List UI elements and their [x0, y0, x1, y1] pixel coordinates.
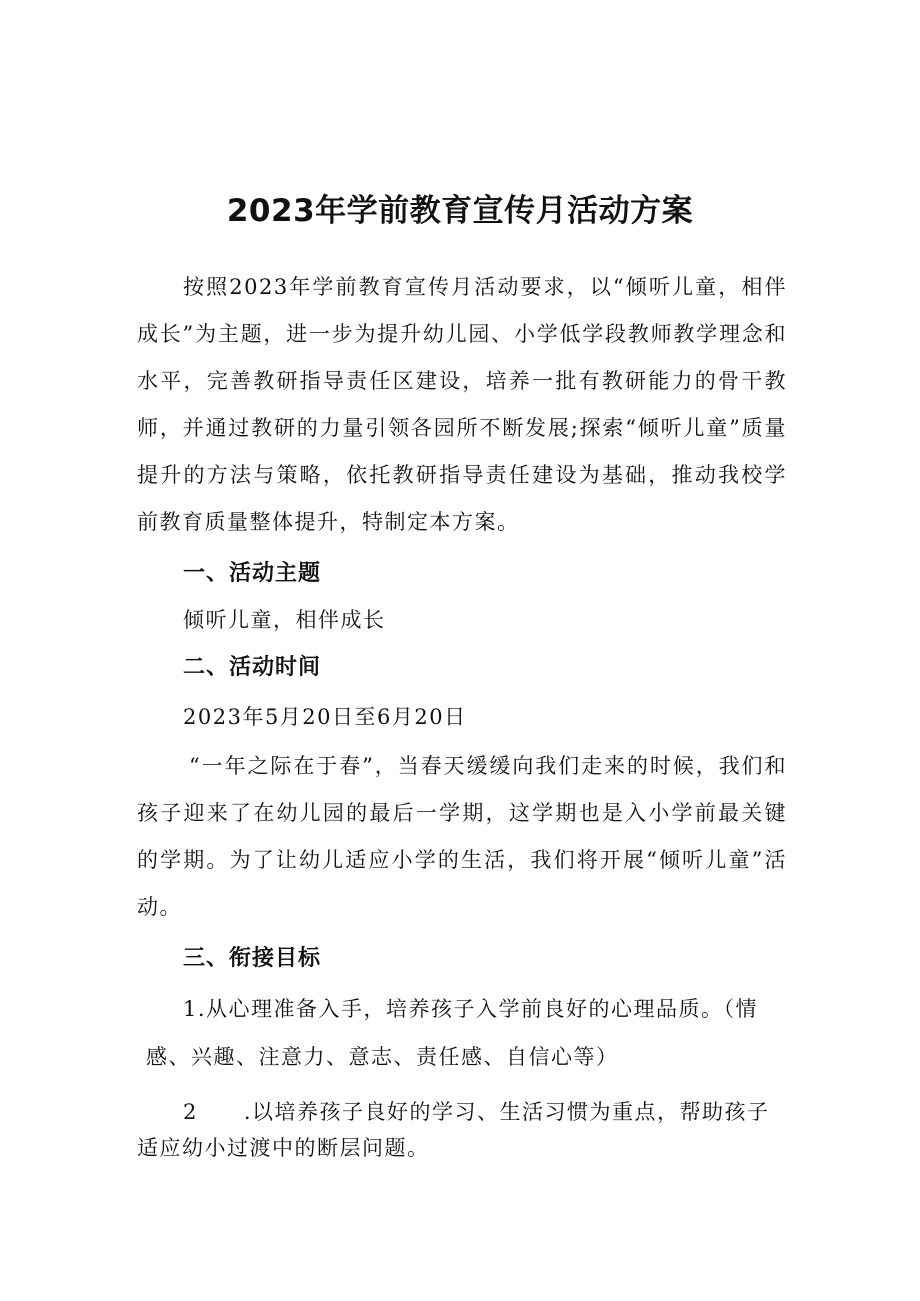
section-heading-theme: 一、活动主题 [183, 561, 322, 586]
section-heading-time: 二、活动时间 [183, 655, 322, 680]
time-text: 2023年5月20日至6月20日 [183, 705, 467, 729]
section-heading-goals: 三、衔接目标 [183, 946, 322, 971]
intro-paragraph: 按照2023年学前教育宣传月活动要求，以“倾听儿童，相伴成长”为主题，进一步为提升幼儿园、小学低学段教师教学理念和水平，完善教研指导责任区建设，培养一批有教研能力的骨干教师，并通过教研的力量引领各园所不断发展;探索“倾听儿童”质量提升的方法与策略，依托教研指导责任建设为基础，推动我校学前教育质量整体提升，特制定本方案。 [137, 275, 787, 534]
goal-item-1-line-1: 1.从心理准备入手，培养孩子入学前良好的心理品质。（情 [183, 997, 759, 1021]
spring-paragraph: “一年之际在于春”，当春天缓缓向我们走来的时候，我们和孩子迎来了在幼儿园的最后一学期，这学期也是入小学前最关键的学期。为了让幼儿适应小学的生活，我们将开展“倾听儿童”活动。 [137, 754, 787, 919]
goal-item-2-text: .以培养孩子良好的学习、生活习惯为重点，帮助孩子 [243, 1100, 770, 1124]
goal-item-2-line-2: 适应幼小过渡中的断层问题。 [137, 1136, 430, 1160]
goal-item-2-line-1 [183, 1094, 770, 1130]
page-title: 2023年学前教育宣传月活动方案 [226, 192, 694, 229]
goal-item-1-line-2: 感、兴趣、注意力、意志、责任感、自信心等） [146, 1045, 619, 1069]
goal-item-2-number: 2 [183, 1100, 198, 1124]
theme-text: 倾听儿童，相伴成长 [183, 608, 386, 632]
